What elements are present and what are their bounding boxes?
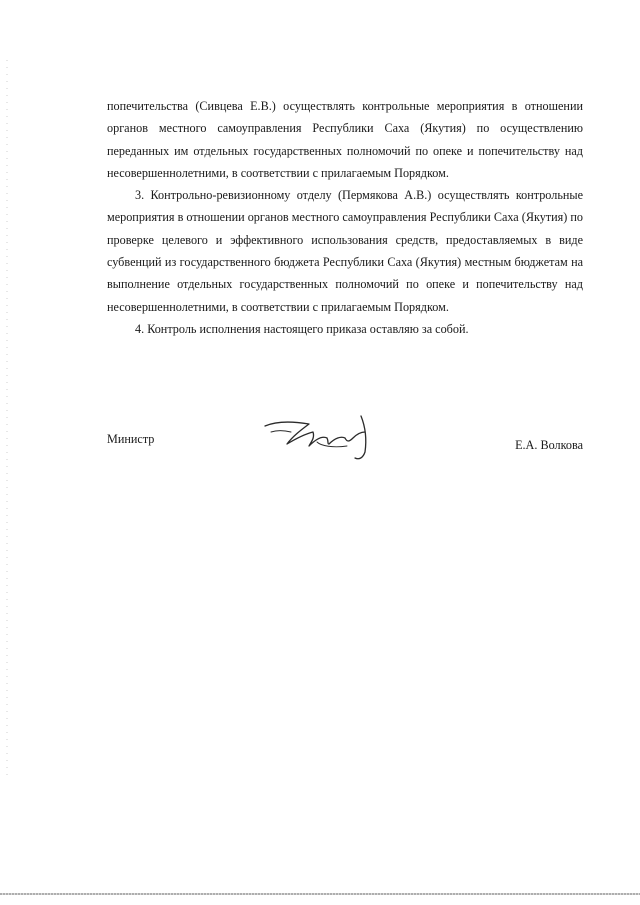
paragraph-execution-control: 4. Контроль исполнения настоящего приказа оставляю за собой. — [135, 321, 469, 336]
signatory-name: Е.А. Волкова — [515, 438, 583, 452]
scan-bottom-edge — [0, 893, 640, 895]
scan-margin-marks — [6, 60, 8, 780]
document-body — [107, 95, 583, 340]
paragraph-audit-department: 3. Контрольно-ревизионному отделу (Пермякова А.В.) осуществлять контрольные мероприятия в отношении органов местного самоуправления Республики Саха (Якутия) по проверке целевого и эффективного использования средств, предоставляемых в виде субвенций из государственного бюджета Республики Саха (Якутия) местным бюджетам на выполнение отдельных государственных полномочий по опеке и попечительству над несовершеннолетними, в соответствии с прилагаемым Порядком. — [107, 188, 583, 314]
signatory-role: Министр — [107, 432, 155, 446]
paragraph-guardianship-control: попечительства (Сивцева Е.В.) осуществлять контрольные мероприятия в отношении органов местного самоуправления Республики Саха (Якутия) по осуществлению переданных им отдельных государственных полномочий по опеке и попечительству над несовершеннолетними, в соответствии с прилагаемым Порядком. — [107, 99, 583, 180]
handwritten-signature-icon — [257, 412, 387, 462]
signature-block — [107, 412, 583, 472]
